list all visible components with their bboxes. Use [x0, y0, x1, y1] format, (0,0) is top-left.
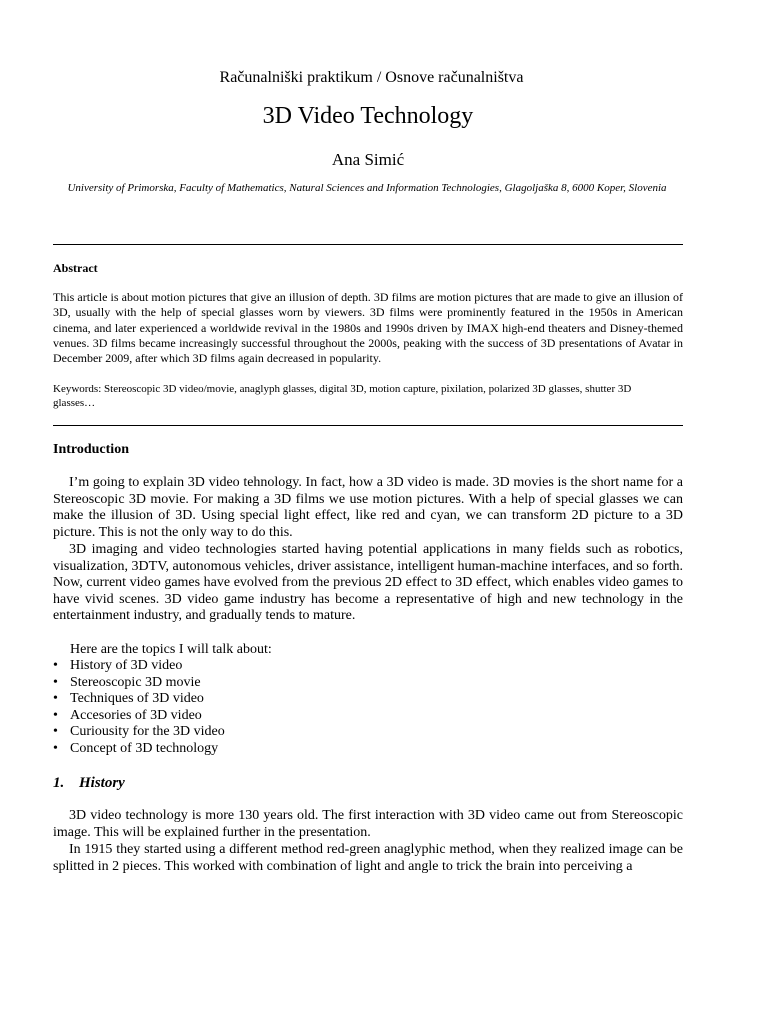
bullet-icon: • [53, 658, 58, 673]
topic-label: History of 3D video [70, 658, 183, 673]
abstract-text: This article is about motion pictures that give an illusion of depth. 3D films are motion pictures that are made to give an illusion of 3D, usually with the help of special glasses worn by viewers. 3D films were prominently featured in the 1950s in American cinema, and later experienced a worldwide revival in the 1980s and 1990s driven by IMAX high-end theaters and Disney-themed venues. 3D films became increasingly successful throughout the 2000s, peaking with the success of 3D presentations of Avatar in December 2009, after which 3D films again decreased in popularity. [53, 290, 683, 366]
list-item [53, 741, 225, 758]
intro-paragraph: I’m going to explain 3D video tehnology. In fact, how a 3D video is made. 3D movies is the short name for a Stereoscopic 3D movie. For making a 3D films we use motion pictures. With a help of special glasses we can make the illusion of 3D. Using special light effect, like red and cyan, we can transform 2D picture to a 3D picture. This is not the only way to do this. [53, 475, 683, 540]
intro-paragraph: 3D imaging and video technologies started having potential applications in many fields such as robotics, visualization, 3DTV, autonomous vehicles, driver assistance, intelligent human-machine interfaces, and so forth. Now, current video games have evolved from the previous 2D effect to 3D effect, which enables video games to have vivid scenes. 3D video game industry has become a representative of high and new technology in the entertainment industry, and gradually tends to mature. [53, 542, 683, 624]
author-affiliation: University of Primorska, Faculty of Mathematics, Natural Sciences and Information Technologies, Glagoljaška 8, 6000 Koper, Slovenia [67, 182, 667, 194]
history-heading [53, 775, 125, 792]
section-number: 1. [53, 775, 65, 791]
keywords: Keywords: Stereoscopic 3D video/movie, anaglyph glasses, digital 3D, motion capture, pixilation, polarized 3D glasses, shutter 3D glasses… [53, 383, 632, 409]
list-item [53, 724, 225, 741]
paper-title: 3D Video Technology [262, 103, 474, 129]
topic-label: Accesories of 3D video [70, 707, 202, 723]
topic-label: Curiousity for the 3D video [70, 724, 225, 740]
divider-bottom [53, 425, 683, 426]
bullet-icon: • [53, 674, 58, 690]
author-name: Ana Simić [331, 150, 405, 169]
course-name: Računalniški praktikum / Osnove računalništva [219, 69, 524, 86]
abstract-heading: Abstract [53, 261, 98, 275]
bullet-icon: • [53, 724, 58, 740]
list-item [53, 691, 225, 708]
section-title: History [79, 775, 125, 791]
history-paragraph: In 1915 they started using a different method red-green anaglyphic method, when they realized image can be splitted in 2 pieces. This worked with combination of light and angle to trick the brain into perceiving a [53, 842, 683, 874]
topics-list [53, 658, 225, 758]
list-item [53, 708, 225, 725]
list-item [53, 658, 225, 675]
history-paragraph: 3D video technology is more 130 years old. The first interaction with 3D video came out from Stereoscopic image. This will be explained further in the presentation. [53, 808, 683, 840]
topic-label: Techniques of 3D video [70, 691, 204, 707]
bullet-icon: • [53, 740, 58, 756]
topic-label: Concept of 3D technology [70, 740, 219, 756]
introduction-heading: Introduction [53, 442, 129, 457]
bullet-icon: • [53, 691, 58, 707]
divider-top [53, 244, 683, 245]
bullet-icon: • [53, 707, 58, 723]
list-item [53, 675, 225, 692]
topic-label: Stereoscopic 3D movie [70, 674, 201, 690]
topics-intro: Here are the topics I will talk about: [70, 642, 272, 657]
